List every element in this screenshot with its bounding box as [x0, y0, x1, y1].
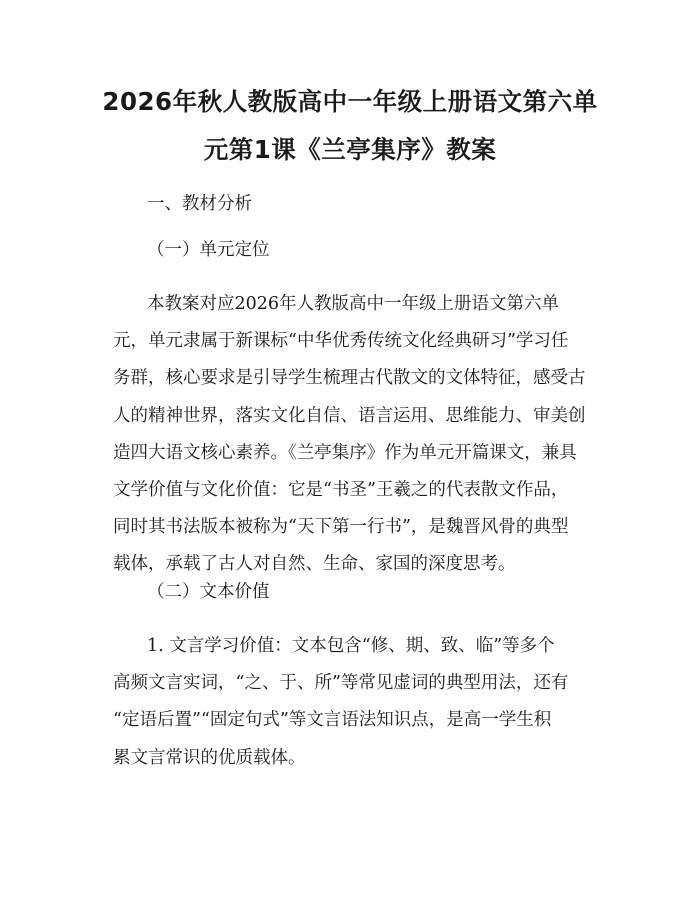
section-heading-teaching-material-analysis: 一、教材分析 — [147, 194, 252, 214]
paragraph-line: 本教案对应2026年人教版高中一年级上册语文第六单 — [147, 294, 560, 314]
paragraph-line: 载体，承载了古人对自然、生命、家国的深度思考。 — [113, 554, 516, 575]
paragraph-unit-positioning — [113, 286, 593, 584]
document-title — [80, 78, 620, 174]
paragraph-text-value — [113, 628, 593, 777]
paragraph-line: 同时其书法版本被称为“天下第一行书”，是魏晋风骨的典型 — [113, 517, 569, 538]
paragraph-line: 累文言常识的优质载体。 — [113, 747, 306, 768]
paragraph-line: 务群，核心要求是引导学生梳理古代散文的文体特征，感受古 — [113, 368, 586, 389]
subsection-heading-text-value: （二）文本价值 — [147, 582, 270, 602]
document-title-line-2: 元第1课《兰亭集序》教案 — [203, 135, 497, 164]
paragraph-line: 元，单元隶属于新课标“中华优秀传统文化经典研习”学习任 — [113, 331, 569, 352]
paragraph-line: 1. 文言学习价值：文本包含“修、期、致、临”等多个 — [147, 636, 555, 656]
paragraph-line: 造四大语文核心素养。《兰亭集序》作为单元开篇课文，兼具 — [113, 442, 577, 463]
paragraph-line: 高频文言实词，“之、于、所”等常见虚词的典型用法，还有 — [113, 673, 569, 694]
paragraph-line: 文学价值与文化价值：它是“书圣”王羲之的代表散文作品， — [113, 480, 569, 501]
subsection-heading-unit-positioning: （一）单元定位 — [147, 240, 270, 260]
paragraph-line: “定语后置”“固定句式”等文言语法知识点，是高一学生积 — [113, 710, 552, 731]
document-title-line-1: 2026年秋人教版高中一年级上册语文第六单 — [102, 87, 598, 116]
paragraph-line: 人的精神世界，落实文化自信、语言运用、思维能力、审美创 — [113, 405, 586, 426]
